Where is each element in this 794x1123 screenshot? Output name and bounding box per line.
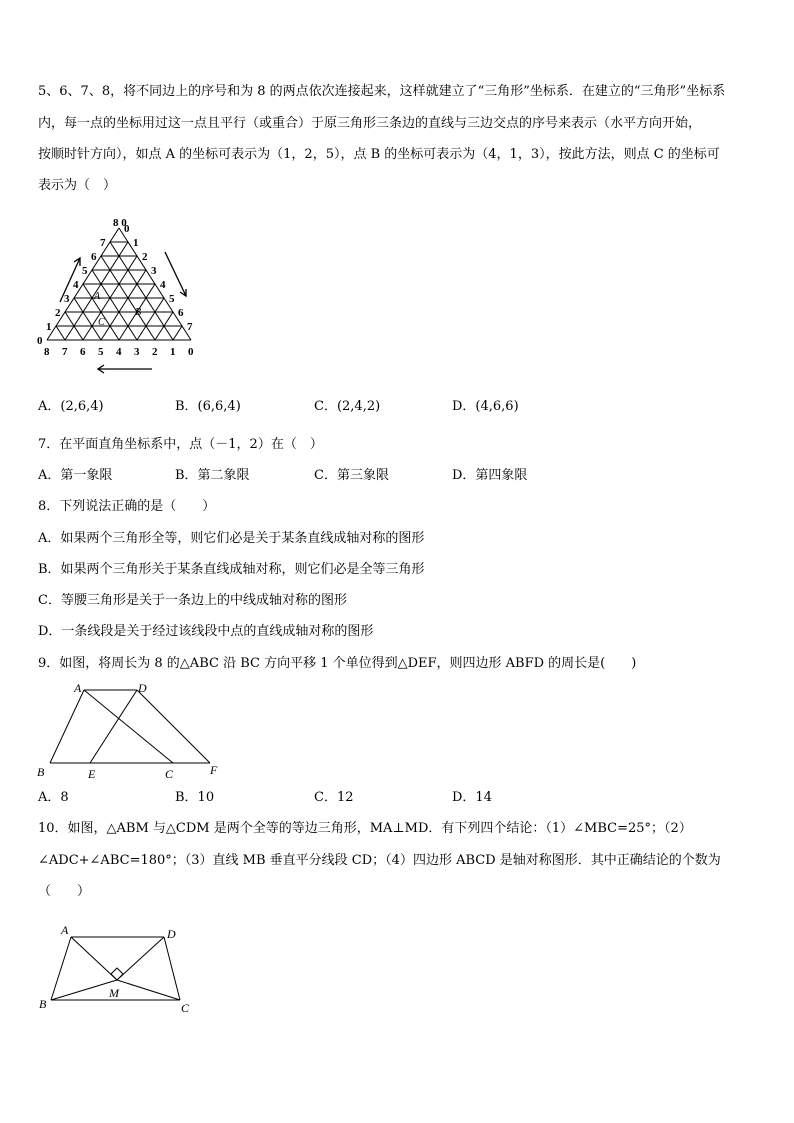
right-arrow [165, 252, 186, 296]
q9-option-c[interactable]: C．12 [314, 790, 354, 805]
q10-stem-line-1: 10．如图，△ABM 与△CDM 是两个全等的等边三角形，MA⊥MD．有下列四个结论：（1）∠MBC=25°；（2） [38, 821, 692, 836]
point-c-label: C [98, 317, 105, 328]
q7-options [38, 466, 778, 486]
q7-option-d[interactable]: D．第四象限 [452, 468, 528, 483]
point-a-label: A [94, 291, 101, 302]
label-c: C [165, 767, 174, 781]
right-edge-label-2: 2 [142, 251, 148, 263]
right-angle-mark [111, 968, 123, 980]
label-e: E [88, 767, 96, 781]
label-m: M [109, 986, 119, 1000]
segment-dm [117, 937, 164, 980]
right-edge-label-5: 5 [169, 293, 175, 305]
segment-bm [51, 980, 117, 1000]
left-edge-label-4: 4 [73, 279, 79, 291]
q7-option-b[interactable]: B．第二象限 [175, 468, 250, 483]
q6-option-c[interactable]: C．(2,4,2) [314, 399, 381, 414]
q8-stem: 8．下列说法正确的是（ ） [38, 499, 216, 514]
q9-option-b[interactable]: B．10 [175, 790, 215, 805]
grid-line-left-slant [92, 270, 137, 340]
segment-ab [50, 690, 84, 763]
label-f: F [210, 763, 218, 777]
q10-stem-line-2: ∠ADC+∠ABC=180°；（3）直线 MB 垂直平分线段 CD；（4）四边形 ABCD 是轴对称图形．其中正确结论的个数为 [38, 853, 721, 868]
q6-stem-line-1: 5、6、7、8，将不同边上的序号和为 8 的两点依次连接起来，这样就建立了“三角形”坐标系．在建立的“三角形”坐标系 [38, 84, 726, 99]
left-edge-label-5: 5 [82, 265, 88, 277]
bottom-arrow [98, 365, 152, 373]
q6-option-d[interactable]: D．(4,6,6) [452, 399, 519, 414]
bottom-edge-label-5: 3 [134, 346, 140, 358]
translation-figure [34, 680, 234, 780]
q8-option-a[interactable]: A．如果两个三角形全等，则它们必是关于某条直线成轴对称的图形 [38, 531, 425, 546]
label-a: A [74, 681, 82, 695]
q6-option-b[interactable]: B．(6,6,4) [175, 399, 241, 414]
q7-option-c[interactable]: C．第三象限 [314, 468, 389, 483]
q9-option-a[interactable]: A．8 [38, 790, 69, 805]
q6-options [38, 397, 778, 417]
label-d: D [167, 927, 176, 941]
left-edge-label-1: 1 [46, 321, 52, 333]
right-edge-label-6: 6 [178, 307, 184, 319]
left-edge-label-6: 6 [91, 251, 97, 263]
apex-label: 8 0 [113, 217, 127, 229]
bottom-edge-label-1: 7 [62, 346, 68, 358]
q9-options [38, 788, 778, 808]
q6-stem-line-2: 内，每一点的坐标用过这一点且平行（或重合）于原三角形三条边的直线与三边交点的序号来表示（水平方向开始， [38, 116, 702, 131]
q9-stem: 9．如图，将周长为 8 的△ABC 沿 BC 方向平移 1 个单位得到△DEF，则四边形 ABFD 的周长是( ) [38, 656, 637, 671]
q6-stem-line-4: 表示为（ ） [38, 178, 117, 193]
bottom-edge-label-2: 6 [80, 346, 86, 358]
label-a: A [61, 923, 69, 937]
bottom-edge-label-6: 2 [152, 346, 158, 358]
left-edge-label-0: 0 [37, 335, 43, 347]
label-d: D [138, 681, 147, 695]
q8-option-b[interactable]: B．如果两个三角形关于某条直线成轴对称，则它们必是全等三角形 [38, 562, 425, 577]
bottom-edge-label-8: 0 [188, 346, 194, 358]
segment-df [137, 690, 210, 763]
q7-stem: 7．在平面直角坐标系中，点（－1，2）在（ ） [38, 437, 323, 452]
q6-option-a[interactable]: A．(2,6,4) [38, 399, 104, 414]
right-edge-label-7: 7 [187, 321, 193, 333]
equilateral-triangles-figure [34, 918, 204, 1018]
left-edge-label-7: 7 [100, 237, 106, 249]
q9-option-d[interactable]: D．14 [452, 790, 492, 805]
right-edge-label-1: 1 [133, 237, 139, 249]
segment-ab [51, 937, 71, 1000]
triangle-grid-figure [38, 212, 218, 370]
grid-line-right-slant [173, 326, 182, 340]
right-edge-label-3: 3 [151, 265, 157, 277]
q7-option-a[interactable]: A．第一象限 [38, 468, 113, 483]
bottom-edge-label-7: 1 [170, 346, 176, 358]
grid-line-right-slant [101, 270, 146, 340]
q6-stem-line-3: 按顺时针方向），如点 A 的坐标可表示为（1，2，5），点 B 的坐标可表示为（4，1，3），按此方法，则点 C 的坐标可 [38, 147, 720, 162]
bottom-edge-label-4: 4 [116, 346, 122, 358]
right-edge-label-4: 4 [160, 279, 166, 291]
q8-option-d[interactable]: D．一条线段是关于经过该线段中点的直线成轴对称的图形 [38, 624, 374, 639]
right-edge-label-0: 0 [124, 223, 130, 235]
left-edge-label-3: 3 [64, 293, 70, 305]
label-b: B [39, 997, 47, 1011]
point-b-label: B [135, 307, 142, 318]
segment-cm [117, 980, 180, 1000]
grid-line-left-slant [56, 326, 65, 340]
q8-option-c[interactable]: C．等腰三角形是关于一条边上的中线成轴对称的图形 [38, 593, 347, 608]
left-edge-label-2: 2 [55, 307, 61, 319]
q10-stem-line-3: （ ） [38, 884, 91, 899]
label-b: B [37, 765, 45, 779]
segment-dc [164, 937, 180, 1000]
segment-am [71, 937, 117, 980]
bottom-edge-label-3: 5 [98, 346, 104, 358]
label-c: C [181, 1001, 190, 1015]
bottom-edge-label-0: 8 [44, 346, 50, 358]
